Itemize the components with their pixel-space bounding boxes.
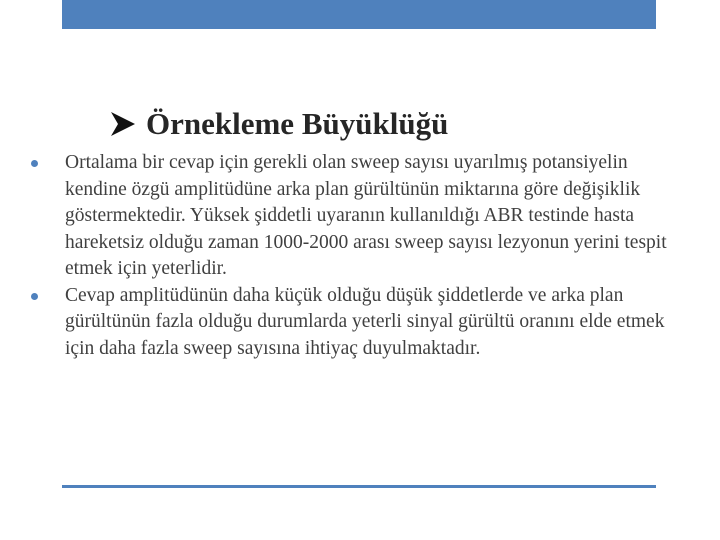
arrowhead-bullet-icon: [108, 109, 138, 139]
bottom-accent-line: [62, 485, 656, 488]
slide-title-row: [108, 104, 448, 144]
top-accent-bar: [62, 0, 656, 29]
dot-bullet-icon: [31, 293, 38, 300]
bullet-text: Ortalama bir cevap için gerekli olan sweep sayısı uyarılmış potansiyelin kendine özgü amplitüdüne arka plan gürültünün miktarına göre değişiklik göstermektedir. Yüksek şiddetli uyaranın kullanıldığı ABR testinde hasta hareketsiz olduğu zaman 1000-2000 arası sweep sayısı lezyonun yerini tespit etmek için yeterlidir.: [65, 152, 667, 279]
list-item: [30, 283, 670, 363]
dot-bullet-icon: [31, 160, 38, 167]
bullet-text: Cevap amplitüdünün daha küçük olduğu düşük şiddetlerde ve arka plan gürültünün fazla olduğu durumlarda yeterli sinyal gürültü oranını elde etmek için daha fazla sweep sayısına ihtiyaç duyulmaktadır.: [65, 284, 665, 359]
slide-title: Örnekleme Büyüklüğü: [146, 106, 449, 141]
list-item: [30, 150, 670, 283]
bullet-list: [30, 150, 670, 362]
